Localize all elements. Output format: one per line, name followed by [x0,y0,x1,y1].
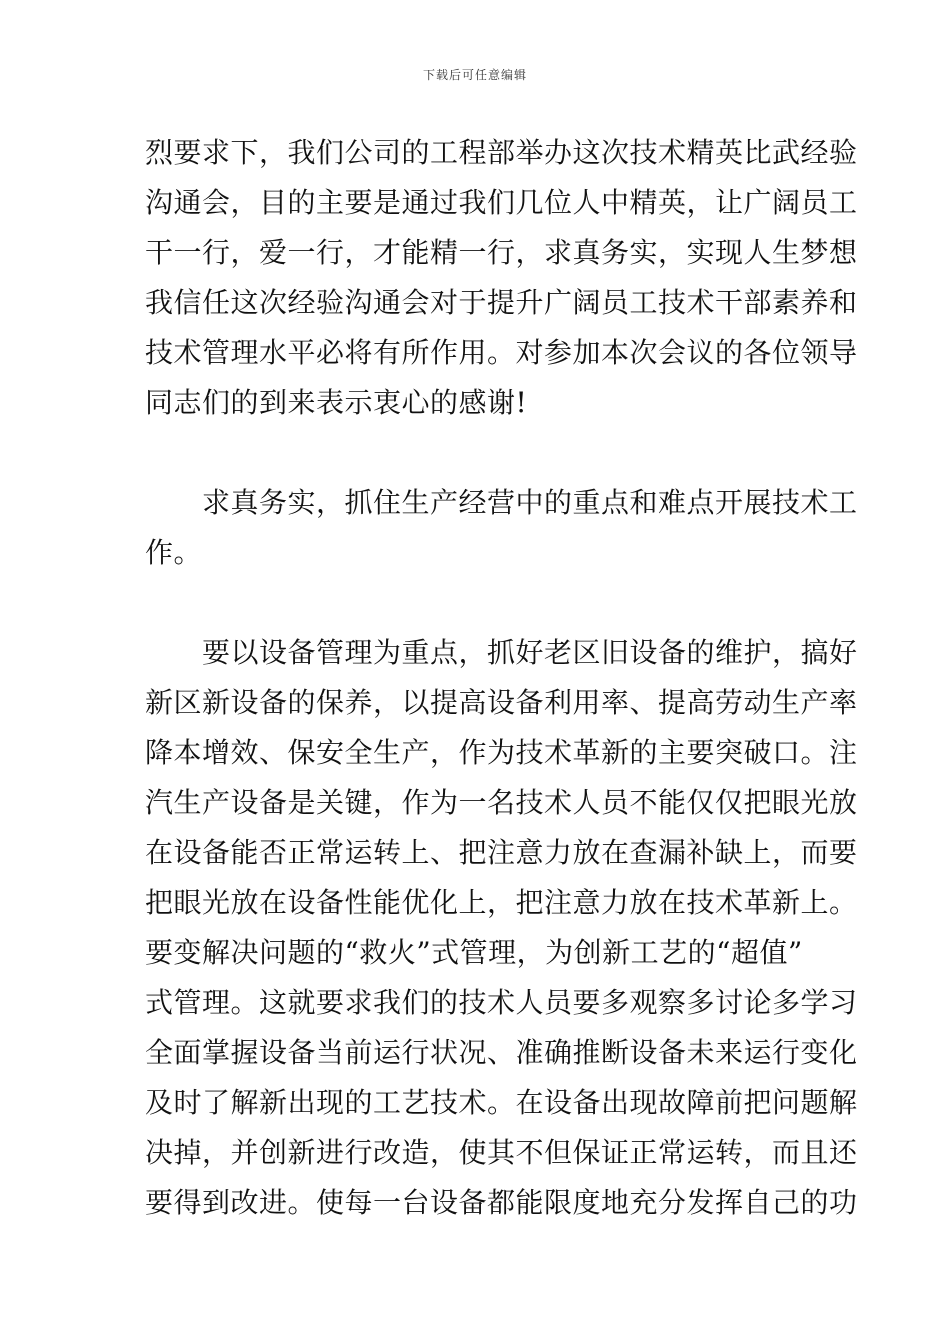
page-header-note: 下载后可任意编辑 [422,68,527,82]
text-line: 全面掌握设备当前运行状况、准确推断设备未来运行变化 [145,1036,858,1069]
text-line: 求真务实，抓住生产经营中的重点和难点开展技术工 [145,486,858,519]
text-line: 沟通会，目的主要是通过我们几位人中精英，让广阔员工 [145,186,858,219]
text-line: 我信任这次经验沟通会对于提升广阔员工技术干部素养和 [145,286,858,319]
text-line: 及时了解新出现的工艺技术。在设备出现故障前把问题解 [145,1086,858,1119]
text-line: 要得到改进。使每一台设备都能限度地充分发挥自己的功 [145,1186,858,1219]
text-line: 式管理。这就要求我们的技术人员要多观察多讨论多学习 [145,986,858,1019]
text-line: 作。 [145,536,203,569]
text-line: 烈要求下，我们公司的工程部举办这次技术精英比武经验 [145,136,858,169]
text-line: 同志们的到来表示衷心的感谢! [145,386,528,419]
text-line: 在设备能否正常运转上、把注意力放在查漏补缺上，而要 [145,836,858,869]
document-body [145,128,858,1228]
text-line: 汽生产设备是关键，作为一名技术人员不能仅仅把眼光放 [145,786,858,819]
text-line: 决掉，并创新进行改造，使其不但保证正常运转，而且还 [145,1136,858,1169]
text-line: 要变解决问题的“救火”式管理，为创新工艺的“超值” [145,936,803,969]
paragraph-gap [145,578,810,628]
text-line: 降本增效、保安全生产，作为技术革新的主要突破口。注 [145,736,858,769]
paragraph-2 [145,478,858,578]
text-line: 新区新设备的保养，以提高设备利用率、提高劳动生产率 [145,686,858,719]
paragraph-1 [145,128,858,428]
paragraph-3 [145,628,858,1228]
text-line: 技术管理水平必将有所作用。对参加本次会议的各位领导 [145,336,858,369]
paragraph-gap [145,428,810,478]
text-line: 干一行，爱一行，才能精一行，求真务实，实现人生梦想 [145,236,858,269]
text-line: 要以设备管理为重点，抓好老区旧设备的维护，搞好 [145,636,858,669]
text-line: 把眼光放在设备性能优化上，把注意力放在技术革新上。 [145,886,858,919]
